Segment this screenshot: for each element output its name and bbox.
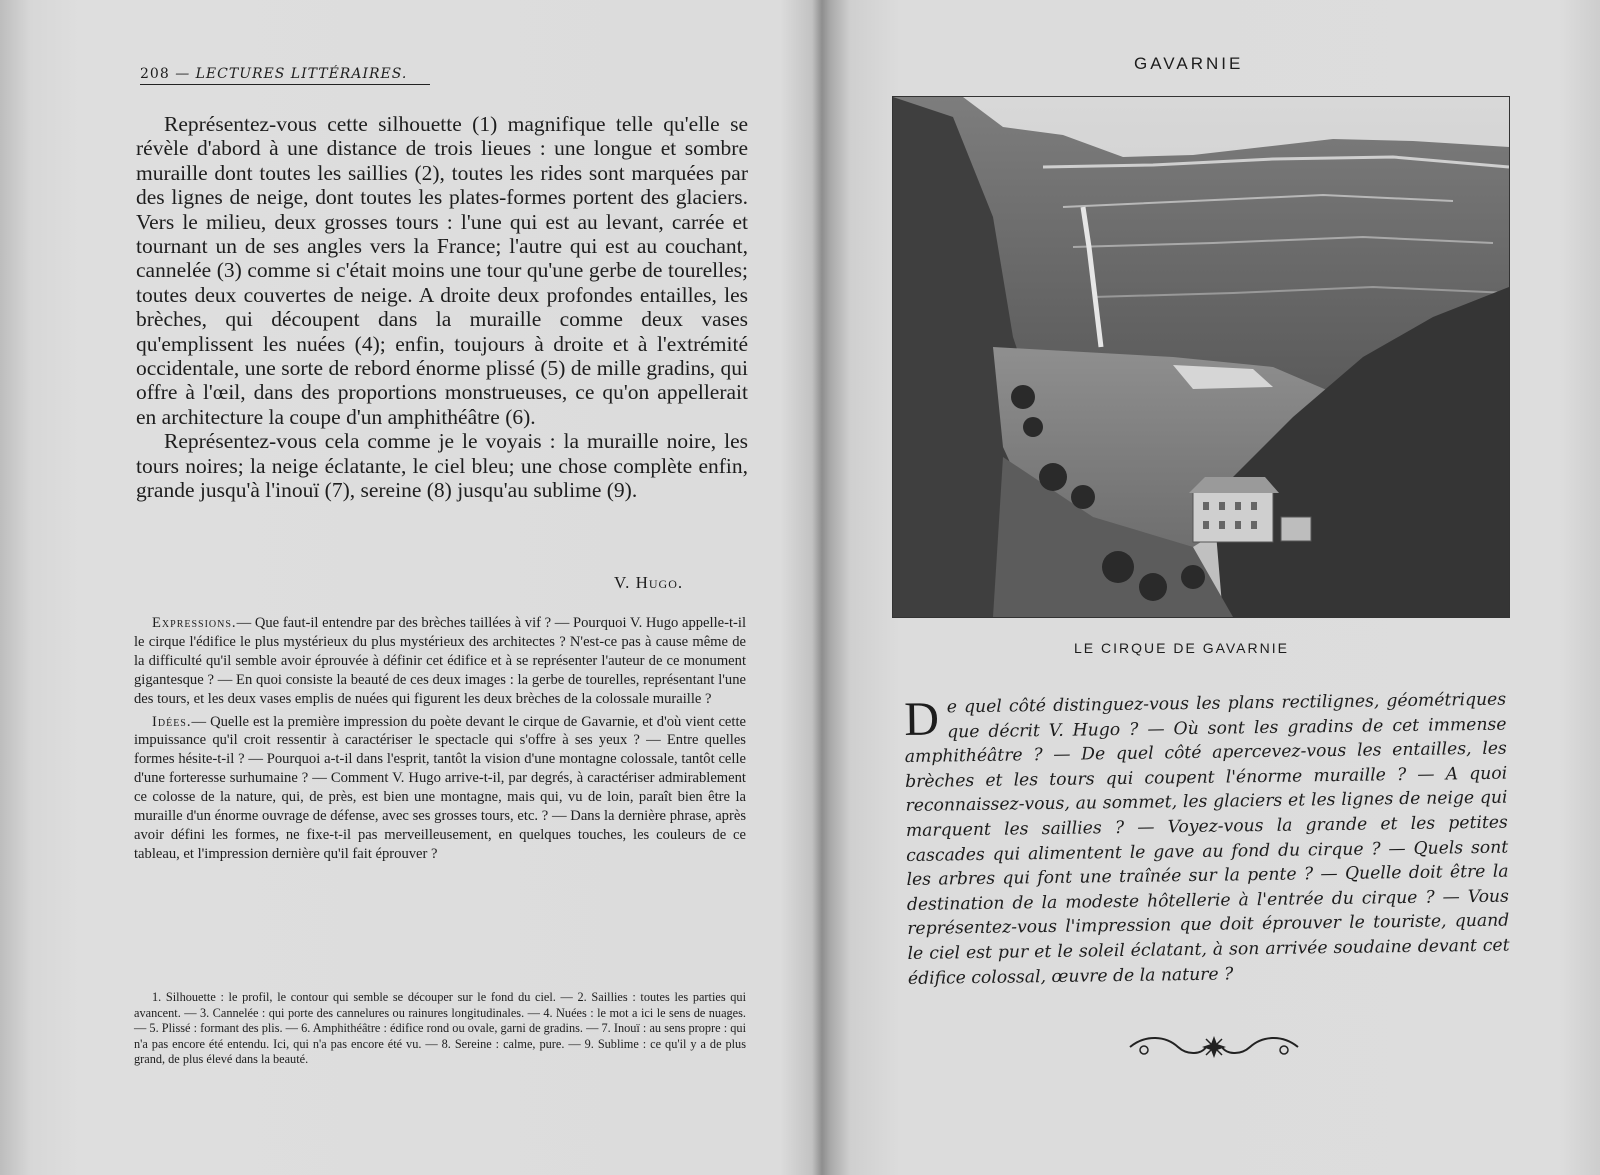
footnotes-text: 1. Silhouette : le profil, le contour qui semble se découper sur le fond du ciel. — 2. Saillies : toutes les parties qui avancent. — 3. Cannelée : qui porte des cannelures ou rainures longitudinales. — 4. Nuées : le mot a ici le sens de nuages. — 5. Plissé : formant des plis. — 6. Amphithéâtre : édifice rond ou ovale, garni de gradins. — 7. Inouï : au sens propre : qui n'a pas encore été entendu. Ici, qui n'a pas encore été vu. — 8. Sereine : calme, pure. — 9. Sublime : ce qu'il y a de plus grand, de plus élevé dans la beauté.: [134, 990, 746, 1067]
footnotes: [134, 990, 746, 1068]
running-title: — LECTURES LITTÉRAIRES.: [175, 66, 408, 82]
running-head: [140, 66, 430, 85]
expressions-text: — Que faut-il entendre par des brèches taillées à vif ? — Pourquoi V. Hugo appelle-t-il le cirque l'édifice le plus mystérieux du plus mystérieux des architectes ? N'est-ce pas à cause même de la difficulté qu'il semble avoir éprouvée à définir cet édifice et à se représenter l'auteur de ce monument gigantesque ? — En quoi consiste la beauté de ces deux images : la gerbe de tourelles, représentant l'une des tours, et les deux vases emplis de nuées qui figurent les deux brèches de la colossale muraille ?: [134, 615, 746, 707]
author-signature: V. Hugo.: [614, 573, 684, 592]
right-page: [822, 0, 1600, 1175]
expressions-label: Expressions.: [152, 615, 237, 631]
idees-label: Idées.: [152, 713, 192, 730]
photo-caption: LE CIRQUE DE GAVARNIE: [1074, 640, 1289, 656]
expressions-block: [134, 614, 746, 709]
exercise-text: e quel côté distinguez-vous les plans rectilignes, géométriques que décrit V. Hugo ? — Où sont les gradins de cet immense amphithéâtre ? — De quel côté apercevez-vous les entailles, les brèches et les tours qui coupent l'énorme muraille ? — A quoi reconnaissez-vous, au sommet, les glaciers et les lignes de neige qui marquent les saillies ? — Voyez-vous la grande et les petites cascades qui alimentent le gave au fond du cirque ? — Quels sont les arbres qui font une traînée sur la pente ? — Quelle doit être la destination de la modeste hôtellerie à l'entrée du cirque ? — Vous représentez-vous l'impression que doit éprouver le touriste, quand le ciel est pur et le soleil éclatant, à son arrivée soudaine devant cet édifice colossal, œuvre de la nature ?: [904, 689, 1510, 989]
study-questions: [134, 614, 746, 868]
observation-questions: [904, 688, 1510, 992]
ornament-icon: [1126, 1030, 1302, 1064]
idees-text: — Quelle est la première impression du poète devant le cirque de Gavarnie, et d'où vient cette impuissance qu'il croit ressentir à caractériser le spectacle qui s'offre à ses yeux ? — Entre quelles formes hésite-t-il ? — Pourquoi a-t-il dans l'esprit, tantôt la vision d'une montagne colossale, tantôt celle d'une forteresse surhumaine ? — Comment V. Hugo arrive-t-il, par degrés, à caractériser admirablement ce colosse de la nature, qui, de près, est bien une montagne, mais qui, vu de loin, paraît bien être la muraille d'un énorme ouvrage de défense, avec ses grosses tours, etc. ? — Dans la dernière phrase, après avoir défini les formes, ne fixe-t-il pas merveilleusement, en quelques touches, les couleurs de ce tableau, et l'impression dernière qu'il fait éprouver ?: [134, 713, 746, 862]
paragraph: Représentez-vous cette silhouette (1) magnifique telle qu'elle se révèle d'abord à une distance de trois lieues : une longue et sombre muraille dont toutes les saillies (2), toutes les rides sont marquées par des lignes de neige, dont toutes les plates-formes portent des glaciers. Vers le milieu, deux grosses tours : l'une qui est au levant, carrée et tournant un de ses angles vers la France; l'autre qui est au couchant, cannelée (3) comme si c'était moins une tour qu'une gerbe de tourelles; toutes deux couvertes de neige. A droite deux profondes entailles, les brèches, qui découpent dans la muraille comme deux vases qu'emplissent les nuées (4); enfin, toujours à droite et à l'extrémité occidentale, une sorte de rebord énorme plissé (5) de mille gradins, qui offre à l'œil, dans des proportions monstrueuses, ce qu'on appellerait en architecture la coupe d'un amphithéâtre (6).: [136, 112, 748, 429]
right-running-head: GAVARNIE: [1134, 54, 1244, 73]
idees-block: [134, 713, 746, 864]
paragraph: Représentez-vous cela comme je le voyais : la muraille noire, les tours noires; la neige éclatante, le ciel bleu; une chose complète enfin, grande jusqu'à l'inouï (7), sereine (8) jusqu'au sublime (9).: [136, 429, 748, 503]
page-number: 208: [140, 66, 170, 82]
cirque-photograph: [892, 96, 1510, 618]
main-text: [136, 112, 748, 503]
landscape-illustration: [893, 97, 1509, 617]
drop-cap: D: [903, 692, 940, 746]
